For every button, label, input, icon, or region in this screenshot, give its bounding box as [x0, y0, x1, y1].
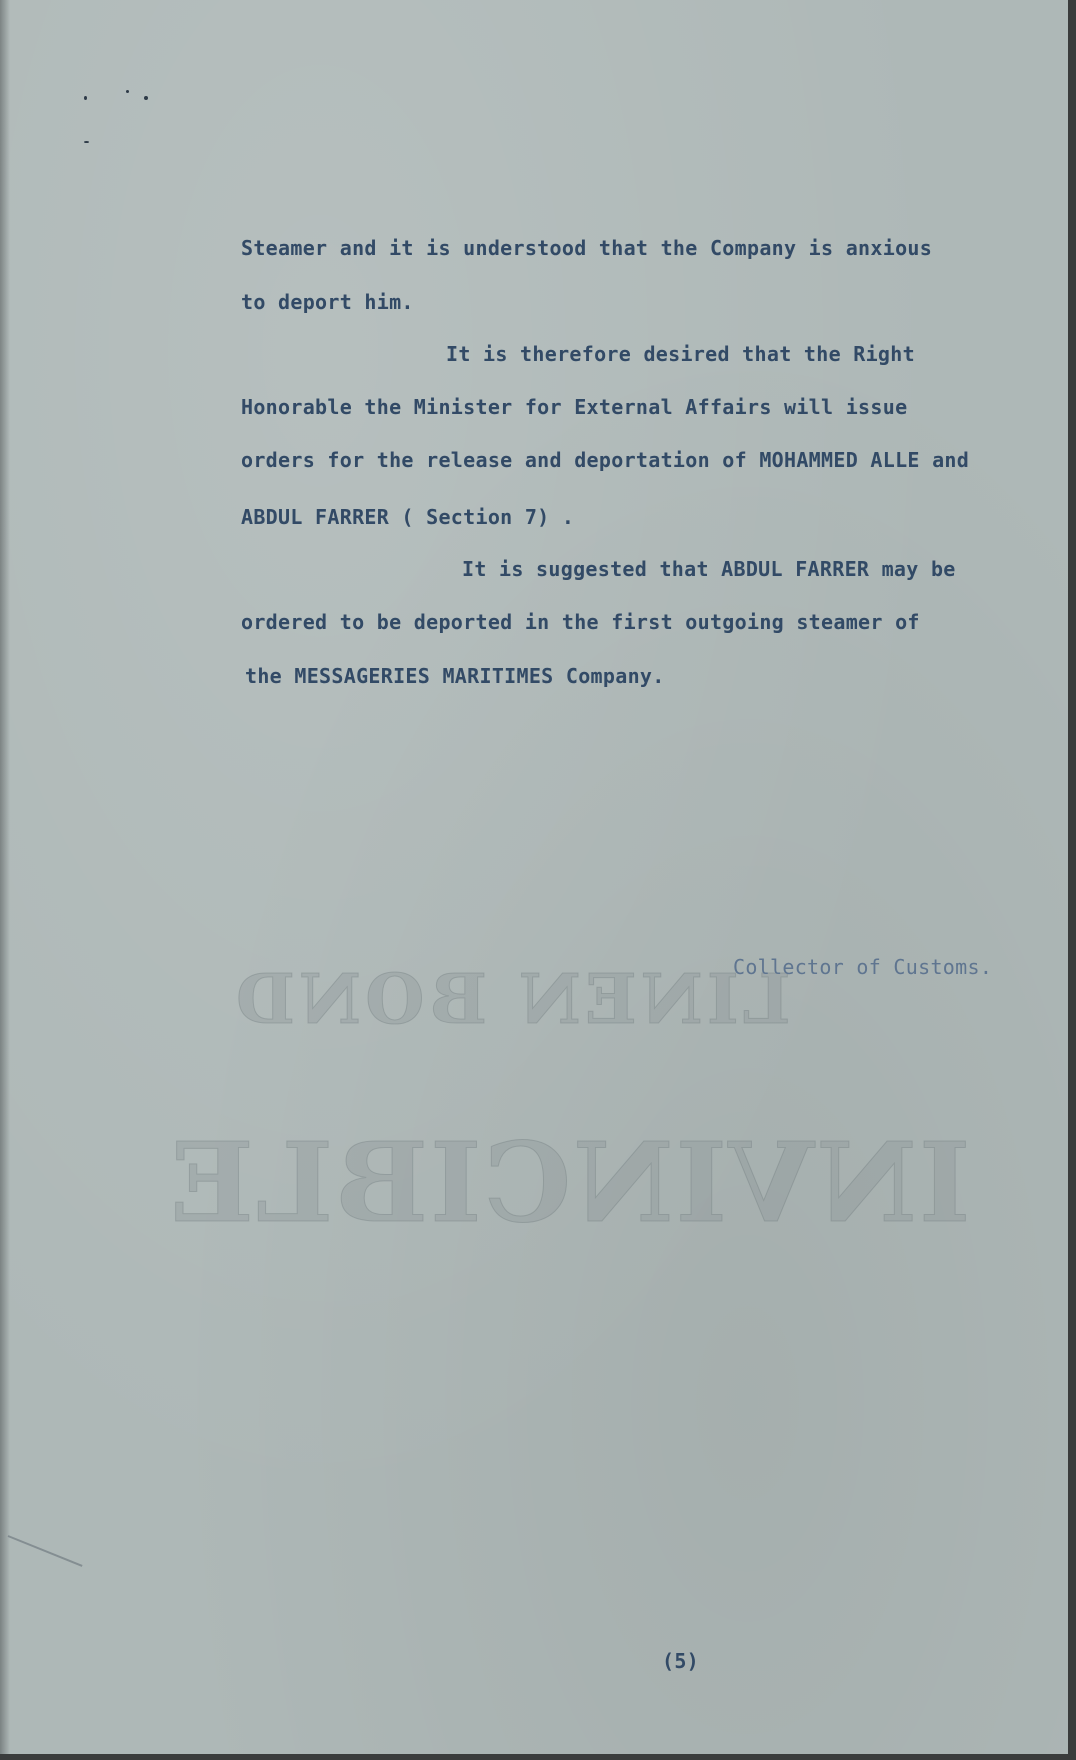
text-line-5: orders for the release and deportation of MOHAMMED ALLE and [241, 448, 970, 472]
text-line-6: ABDUL FARRER ( Section 7) . [241, 505, 575, 529]
ink-speck [126, 90, 129, 93]
page-number: (5) [662, 1649, 700, 1673]
ink-speck [84, 141, 89, 143]
text-line-7: It is suggested that ABDUL FARRER may be [462, 557, 956, 581]
text-line-8: ordered to be deported in the first outgoing steamer of [241, 610, 920, 634]
watermark-linen-bond: LINEN BOND [232, 960, 791, 1040]
text-line-9: the MESSAGERIES MARITIMES Company. [245, 664, 665, 688]
text-line-2: to deport him. [241, 290, 414, 314]
signature-line: Collector of Customs. [733, 955, 993, 979]
page-edge-shadow [0, 0, 10, 1760]
ink-speck [144, 96, 148, 100]
text-line-3: It is therefore desired that the Right [446, 342, 915, 366]
paper-scratch [8, 1535, 83, 1567]
ink-speck [84, 96, 87, 100]
watermark-invincible: INVINCIBLE [168, 1118, 971, 1247]
text-line-1: Steamer and it is understood that the Company is anxious [241, 236, 933, 260]
text-line-4: Honorable the Minister for External Affairs will issue [241, 395, 908, 419]
